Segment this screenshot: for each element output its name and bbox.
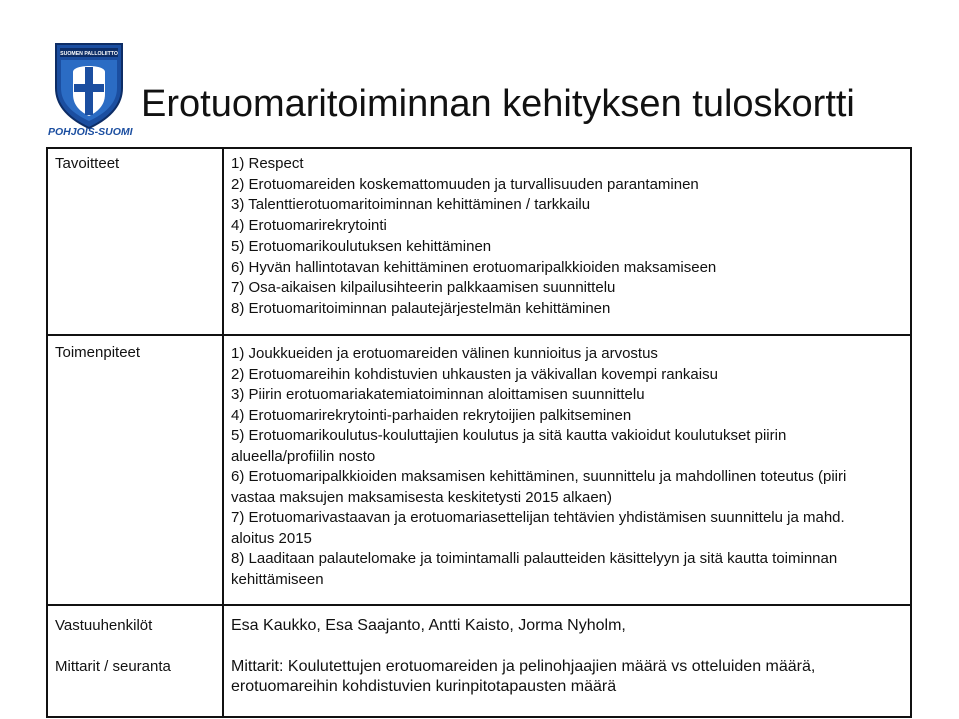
goal-item: 3) Talenttierotuomaritoiminnan kehittäminen / tarkkailu bbox=[231, 196, 591, 214]
measures-content-cell bbox=[223, 335, 911, 605]
measure-item: 5) Erotuomarikoulutus-kouluttajien koulutus ja sitä kautta vakioidut koulutukset piirin alueella/profiilin nosto bbox=[231, 427, 787, 465]
responsible-row bbox=[47, 605, 911, 717]
measure-item: 4) Erotuomarirekrytointi-parhaiden rekrytoijien palkitseminen bbox=[231, 406, 632, 424]
responsible-content-cell bbox=[223, 605, 911, 717]
logo-org-name: SUOMEN PALLOLIITTO bbox=[60, 51, 118, 57]
measure-item: 1) Joukkueiden ja erotuomareiden välinen kunnioitus ja arvostus bbox=[231, 345, 658, 362]
goals-row bbox=[47, 148, 911, 335]
goal-item: 8) Erotuomaritoiminnan palautejärjestelmän kehittäminen bbox=[231, 299, 611, 317]
measures-label: Toimenpiteet bbox=[55, 344, 141, 361]
goals-label-cell bbox=[47, 148, 223, 335]
metrics-text: Mittarit: Koulutettujen erotuomareiden ja pelinohjaajien määrä vs otteluiden määrä, erotuomareihin kohdistuvien kurinpitotapausten määrä bbox=[231, 658, 816, 695]
shield-crest-icon bbox=[48, 40, 133, 138]
goals-list bbox=[224, 149, 910, 320]
goal-item: 1) Respect bbox=[231, 155, 304, 172]
measure-item: 8) Laaditaan palautelomake ja toimintamalli palautteiden käsittelyyn ja sitä kautta toiminnan kehittämiseen bbox=[231, 550, 838, 588]
measures-row bbox=[47, 335, 911, 605]
responsible-label-cell bbox=[47, 605, 223, 717]
page-title: Erotuomaritoiminnan kehityksen tuloskortti bbox=[141, 83, 855, 125]
measure-item: 2) Erotuomareihin kohdistuvien uhkausten ja väkivallan kovempi rankaisu bbox=[231, 365, 718, 383]
responsible-label: Vastuuhenkilöt bbox=[55, 617, 153, 634]
metrics-label: Mittarit / seuranta bbox=[55, 658, 171, 675]
logo-region-text: POHJOIS-SUOMI bbox=[48, 126, 133, 138]
responsible-persons: Esa Kaukko, Esa Saajanto, Antti Kaisto, Jorma Nyholm, bbox=[231, 617, 626, 634]
goal-item: 6) Hyvän hallintotavan kehittäminen erotuomaripalkkioiden maksamiseen bbox=[231, 258, 717, 276]
goal-item: 4) Erotuomarirekrytointi bbox=[231, 217, 387, 235]
federation-logo bbox=[48, 40, 133, 138]
measures-label-cell bbox=[47, 335, 223, 605]
scorecard-table bbox=[46, 147, 912, 718]
goal-item: 7) Osa-aikaisen kilpailusihteerin palkkaamisen suunnittelu bbox=[231, 279, 616, 297]
goals-label: Tavoitteet bbox=[55, 155, 120, 172]
measure-item: 3) Piirin erotuomariakatemiatoiminnan aloittamisen suunnittelu bbox=[231, 386, 645, 403]
goal-item: 5) Erotuomarikoulutuksen kehittäminen bbox=[231, 237, 492, 255]
measures-list bbox=[224, 336, 910, 590]
measure-item: 7) Erotuomarivastaavan ja erotuomariasettelijan tehtävien yhdistämisen suunnittelu ja mahd. aloitus 2015 bbox=[231, 509, 845, 547]
measure-item: 6) Erotuomaripalkkioiden maksamisen kehittäminen, suunnittelu ja mahdollinen toteutus (piiri vastaa maksujen maksamisesta keskitetysti 2015 alkaen) bbox=[231, 468, 847, 506]
goals-content-cell bbox=[223, 148, 911, 335]
goal-item: 2) Erotuomareiden koskemattomuuden ja turvallisuuden parantaminen bbox=[231, 175, 699, 193]
